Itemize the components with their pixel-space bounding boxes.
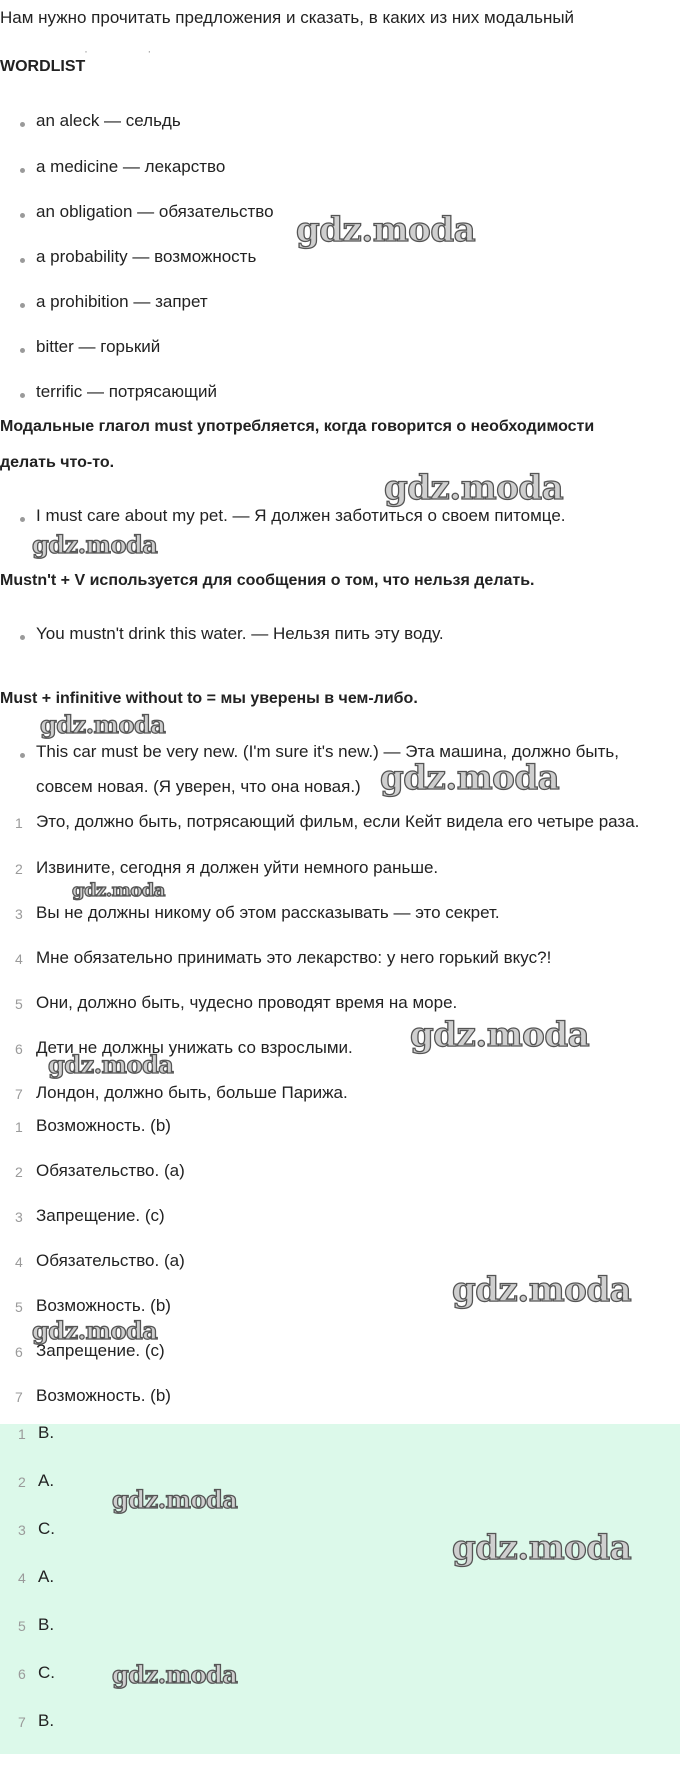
must-infinitive-heading: Must + infinitive without to = мы уверены в чем-либо. [0,690,418,707]
answer-item: C. [38,1663,55,1682]
intro-text: Нам нужно прочитать предложения и сказать, в каких из них модальный [0,8,575,27]
translation-number: 4 [15,951,23,967]
translation-item: Вы не должны никому об этом рассказывать — это секрет. [36,903,500,922]
watermark-logo: gdz.moda [452,1270,632,1310]
watermark-logo: gdz.moda [296,210,476,250]
answer-number: 3 [18,1522,26,1538]
bullet-icon [20,122,25,127]
watermark-logo: gdz.moda [112,1660,238,1689]
answer-number: 7 [18,1714,26,1730]
answer-number: 6 [18,1666,26,1682]
answer-item: B. [38,1423,55,1442]
wordlist-item: an aleck — сельдь [36,111,181,130]
wordlist-item: an obligation — обязательство [36,202,274,221]
translation-item: Извините, сегодня я должен уйти немного раньше. [36,858,439,877]
bullet-icon [20,635,25,640]
wordlist-heading: WORDLIST [0,58,86,75]
translation-number: 6 [15,1041,23,1057]
meaning-number: 3 [15,1209,23,1225]
answer-number: 5 [18,1618,26,1634]
answer-number: 1 [18,1426,26,1442]
bullet-icon [20,517,25,522]
answer-number: 2 [18,1474,26,1490]
meaning-number: 6 [15,1344,23,1360]
watermark-logo: gdz.moda [40,710,166,739]
meaning-number: 7 [15,1389,23,1405]
watermark-logo: gdz.moda [112,1485,238,1514]
meaning-item: Возможность. (b) [36,1296,171,1315]
watermark-logo: gdz.moda [452,1528,632,1568]
wordlist-item: terrific — потрясающий [36,382,217,401]
must-infinitive-example-line2: совсем новая. (Я уверен, что она новая.) [36,777,361,796]
answer-number: 4 [18,1570,26,1586]
answer-item: A. [38,1567,55,1586]
bullet-icon [20,753,25,758]
meaning-item: Возможность. (b) [36,1116,171,1135]
bullet-icon [20,348,25,353]
answer-item: A. [38,1471,55,1490]
bullet-icon [20,303,25,308]
watermark-logo: gdz.moda [32,530,158,559]
meaning-item: Обязательство. (a) [36,1161,185,1180]
wordlist-item: bitter — горький [36,337,161,356]
translation-item: Дети не должны унижать со взрослыми. [36,1038,353,1057]
must-infinitive-example-line1: This car must be very new. (I'm sure it's new.) — Эта машина, должно быть, [36,742,619,761]
translation-number: 5 [15,996,23,1012]
watermark-logo: gdz.moda [410,1015,590,1055]
meaning-number: 5 [15,1299,23,1315]
translation-number: 1 [15,815,23,831]
wordlist-item: a medicine — лекарство [36,157,226,176]
meaning-number: 1 [15,1119,23,1135]
translation-item: Они, должно быть, чудесно проводят время на море. [36,993,458,1012]
mustnt-example: You mustn't drink this water. — Нельзя пить эту воду. [36,624,444,643]
translation-item: Мне обязательно принимать это лекарство: у него горький вкус?! [36,948,552,967]
mustnt-heading: Mustn't + V используется для сообщения о том, что нельзя делать. [0,572,535,589]
meaning-number: 4 [15,1254,23,1270]
watermark-logo: gdz.moda [380,758,560,798]
wordlist-item: a prohibition — запрет [36,292,208,311]
meaning-number: 2 [15,1164,23,1180]
wordlist-item: a probability — возможность [36,247,257,266]
intro-cut-text: · · [84,44,180,58]
translation-number: 2 [15,861,23,877]
answer-item: B. [38,1711,55,1730]
answer-item: C. [38,1519,55,1538]
watermark-logo: gdz.moda [48,1050,174,1079]
meaning-item: Запрещение. (c) [36,1341,165,1360]
bullet-icon [20,213,25,218]
translation-number: 7 [15,1086,23,1102]
answers-panel [0,1424,680,1754]
meaning-item: Запрещение. (c) [36,1206,165,1225]
translation-item: Лондон, должно быть, больше Парижа. [36,1083,348,1102]
bullet-icon [20,168,25,173]
bullet-icon [20,393,25,398]
answer-item: B. [38,1615,55,1634]
meaning-item: Обязательство. (a) [36,1251,185,1270]
must-heading-line2: делать что-то. [0,454,115,471]
bullet-icon [20,258,25,263]
must-heading-line1: Модальные глагол must употребляется, когда говорится о необходимости [0,418,595,435]
watermark-logo: gdz.moda [72,880,165,901]
translation-number: 3 [15,906,23,922]
watermark-logo: gdz.moda [32,1316,158,1345]
must-example: I must care about my pet. — Я должен заботиться о своем питомце. [36,506,566,525]
translation-item: Это, должно быть, потрясающий фильм, если Кейт видела его четыре раза. [36,812,640,831]
watermark-logo: gdz.moda [384,468,564,508]
meaning-item: Возможность. (b) [36,1386,171,1405]
